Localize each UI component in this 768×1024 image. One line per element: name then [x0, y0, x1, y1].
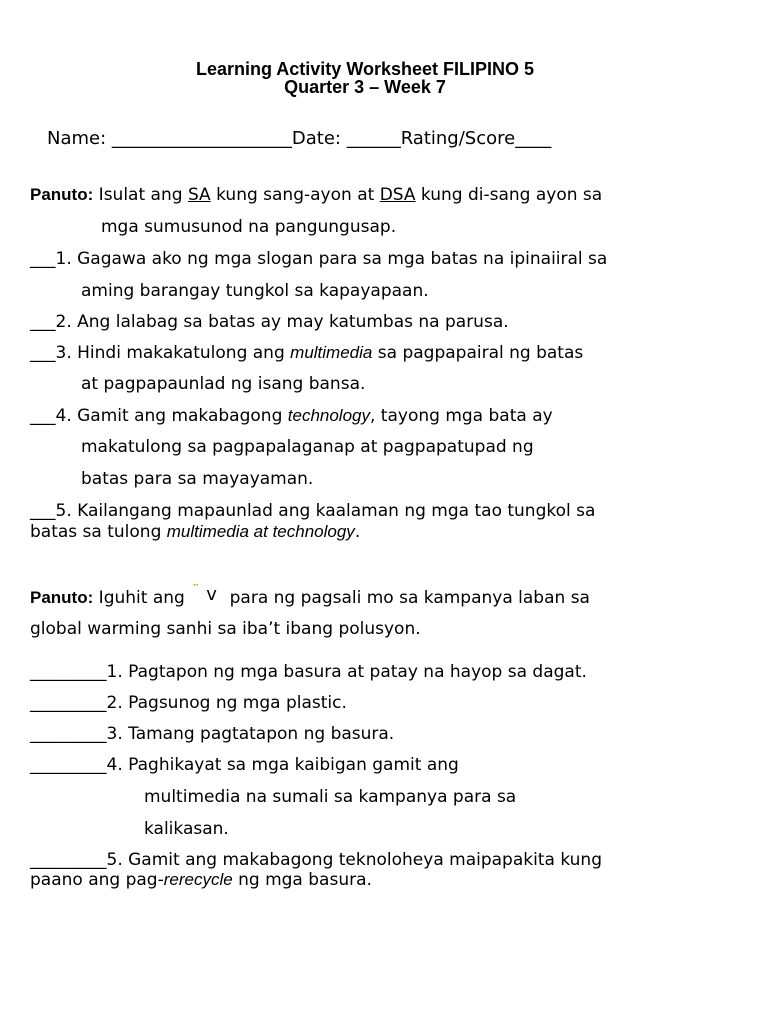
item-text: ___3. Hindi makakatulong ang	[30, 343, 291, 363]
s1-item-4-cont2: batas para sa mayayaman.	[81, 469, 314, 489]
s1-item-3	[30, 342, 583, 364]
item-text: batas sa tulong	[30, 522, 167, 542]
student-info-line: Name: ____________________Date: ______Rating/Score____	[47, 128, 552, 149]
s2-item-5: _________5. Gamit ang makabagong teknoloheya maipapakita kung	[30, 850, 602, 870]
s1-item-1-cont: aming barangay tungkol sa kapayapaan.	[81, 281, 429, 301]
item-italic: multimedia at technology	[166, 522, 355, 541]
item-italic: technology	[287, 406, 370, 425]
instr-text: Iguhit ang	[93, 588, 191, 608]
instr-text: kung sang-ayon at	[210, 185, 380, 205]
instr-text: kung di-sang ayon sa	[415, 185, 603, 205]
item-italic: multimedia	[290, 343, 373, 362]
section1-instruction	[30, 184, 602, 206]
item-text: ng mga basura.	[232, 870, 372, 890]
smiley-icon	[190, 583, 224, 606]
section2-instruction	[30, 583, 590, 609]
s2-item-4-cont: multimedia na sumali sa kampanya para sa	[144, 787, 517, 807]
worksheet-subtitle: Quarter 3 – Week 7	[284, 77, 446, 97]
s1-item-1: ___1. Gagawa ako ng mga slogan para sa mga batas na ipinaiiral sa	[30, 249, 608, 269]
s2-item-1: _________1. Pagtapon ng mga basura at patay na hayop sa dagat.	[30, 662, 587, 682]
s1-item-5-cont	[30, 521, 360, 543]
s1-item-5: ___5. Kailangang mapaunlad ang kaalaman ng mga tao tungkol sa	[30, 501, 596, 521]
item-text: ___4. Gamit ang makabagong	[30, 406, 288, 426]
smiley-mouth: v	[206, 584, 217, 605]
s1-item-4-cont: makatulong sa pagpapalaganap at pagpapatupad ng	[81, 437, 534, 457]
section1-instruction-cont: mga sumusunod na pangungusap.	[101, 217, 397, 237]
s2-item-5-cont	[30, 869, 372, 891]
s1-item-3-cont: at pagpapaunlad ng isang bansa.	[81, 374, 366, 394]
item-text: sa pagpapairal ng batas	[372, 343, 584, 363]
item-text: paano ang pag-	[30, 870, 164, 890]
sa-term: SA	[187, 185, 211, 205]
instr-text: Isulat ang	[93, 185, 188, 205]
s1-item-4	[30, 405, 553, 427]
section2-label: Panuto:	[30, 588, 94, 607]
item-text: , tayong mga bata ay	[370, 406, 553, 426]
s2-item-4: _________4. Paghikayat sa mga kaibigan gamit ang	[30, 755, 459, 775]
s2-item-2: _________2. Pagsunog ng mga plastic.	[30, 693, 347, 713]
smiley-eyes: ¨	[192, 583, 202, 599]
s2-item-3: _________3. Tamang pagtatapon ng basura.	[30, 724, 395, 744]
section2-instruction-cont: global warming sanhi sa iba’t ibang polusyon.	[30, 619, 421, 639]
section1-label: Panuto:	[30, 185, 94, 204]
item-text: .	[354, 522, 361, 542]
s1-item-2: ___2. Ang lalabag sa batas ay may katumbas na parusa.	[30, 312, 509, 332]
dsa-term: DSA	[379, 185, 416, 205]
s2-item-4-cont2: kalikasan.	[144, 819, 229, 839]
item-italic: rerecycle	[163, 870, 233, 889]
worksheet-title: Learning Activity Worksheet FILIPINO 5	[195, 59, 535, 79]
instr-text: para ng pagsali mo sa kampanya laban sa	[224, 588, 590, 608]
